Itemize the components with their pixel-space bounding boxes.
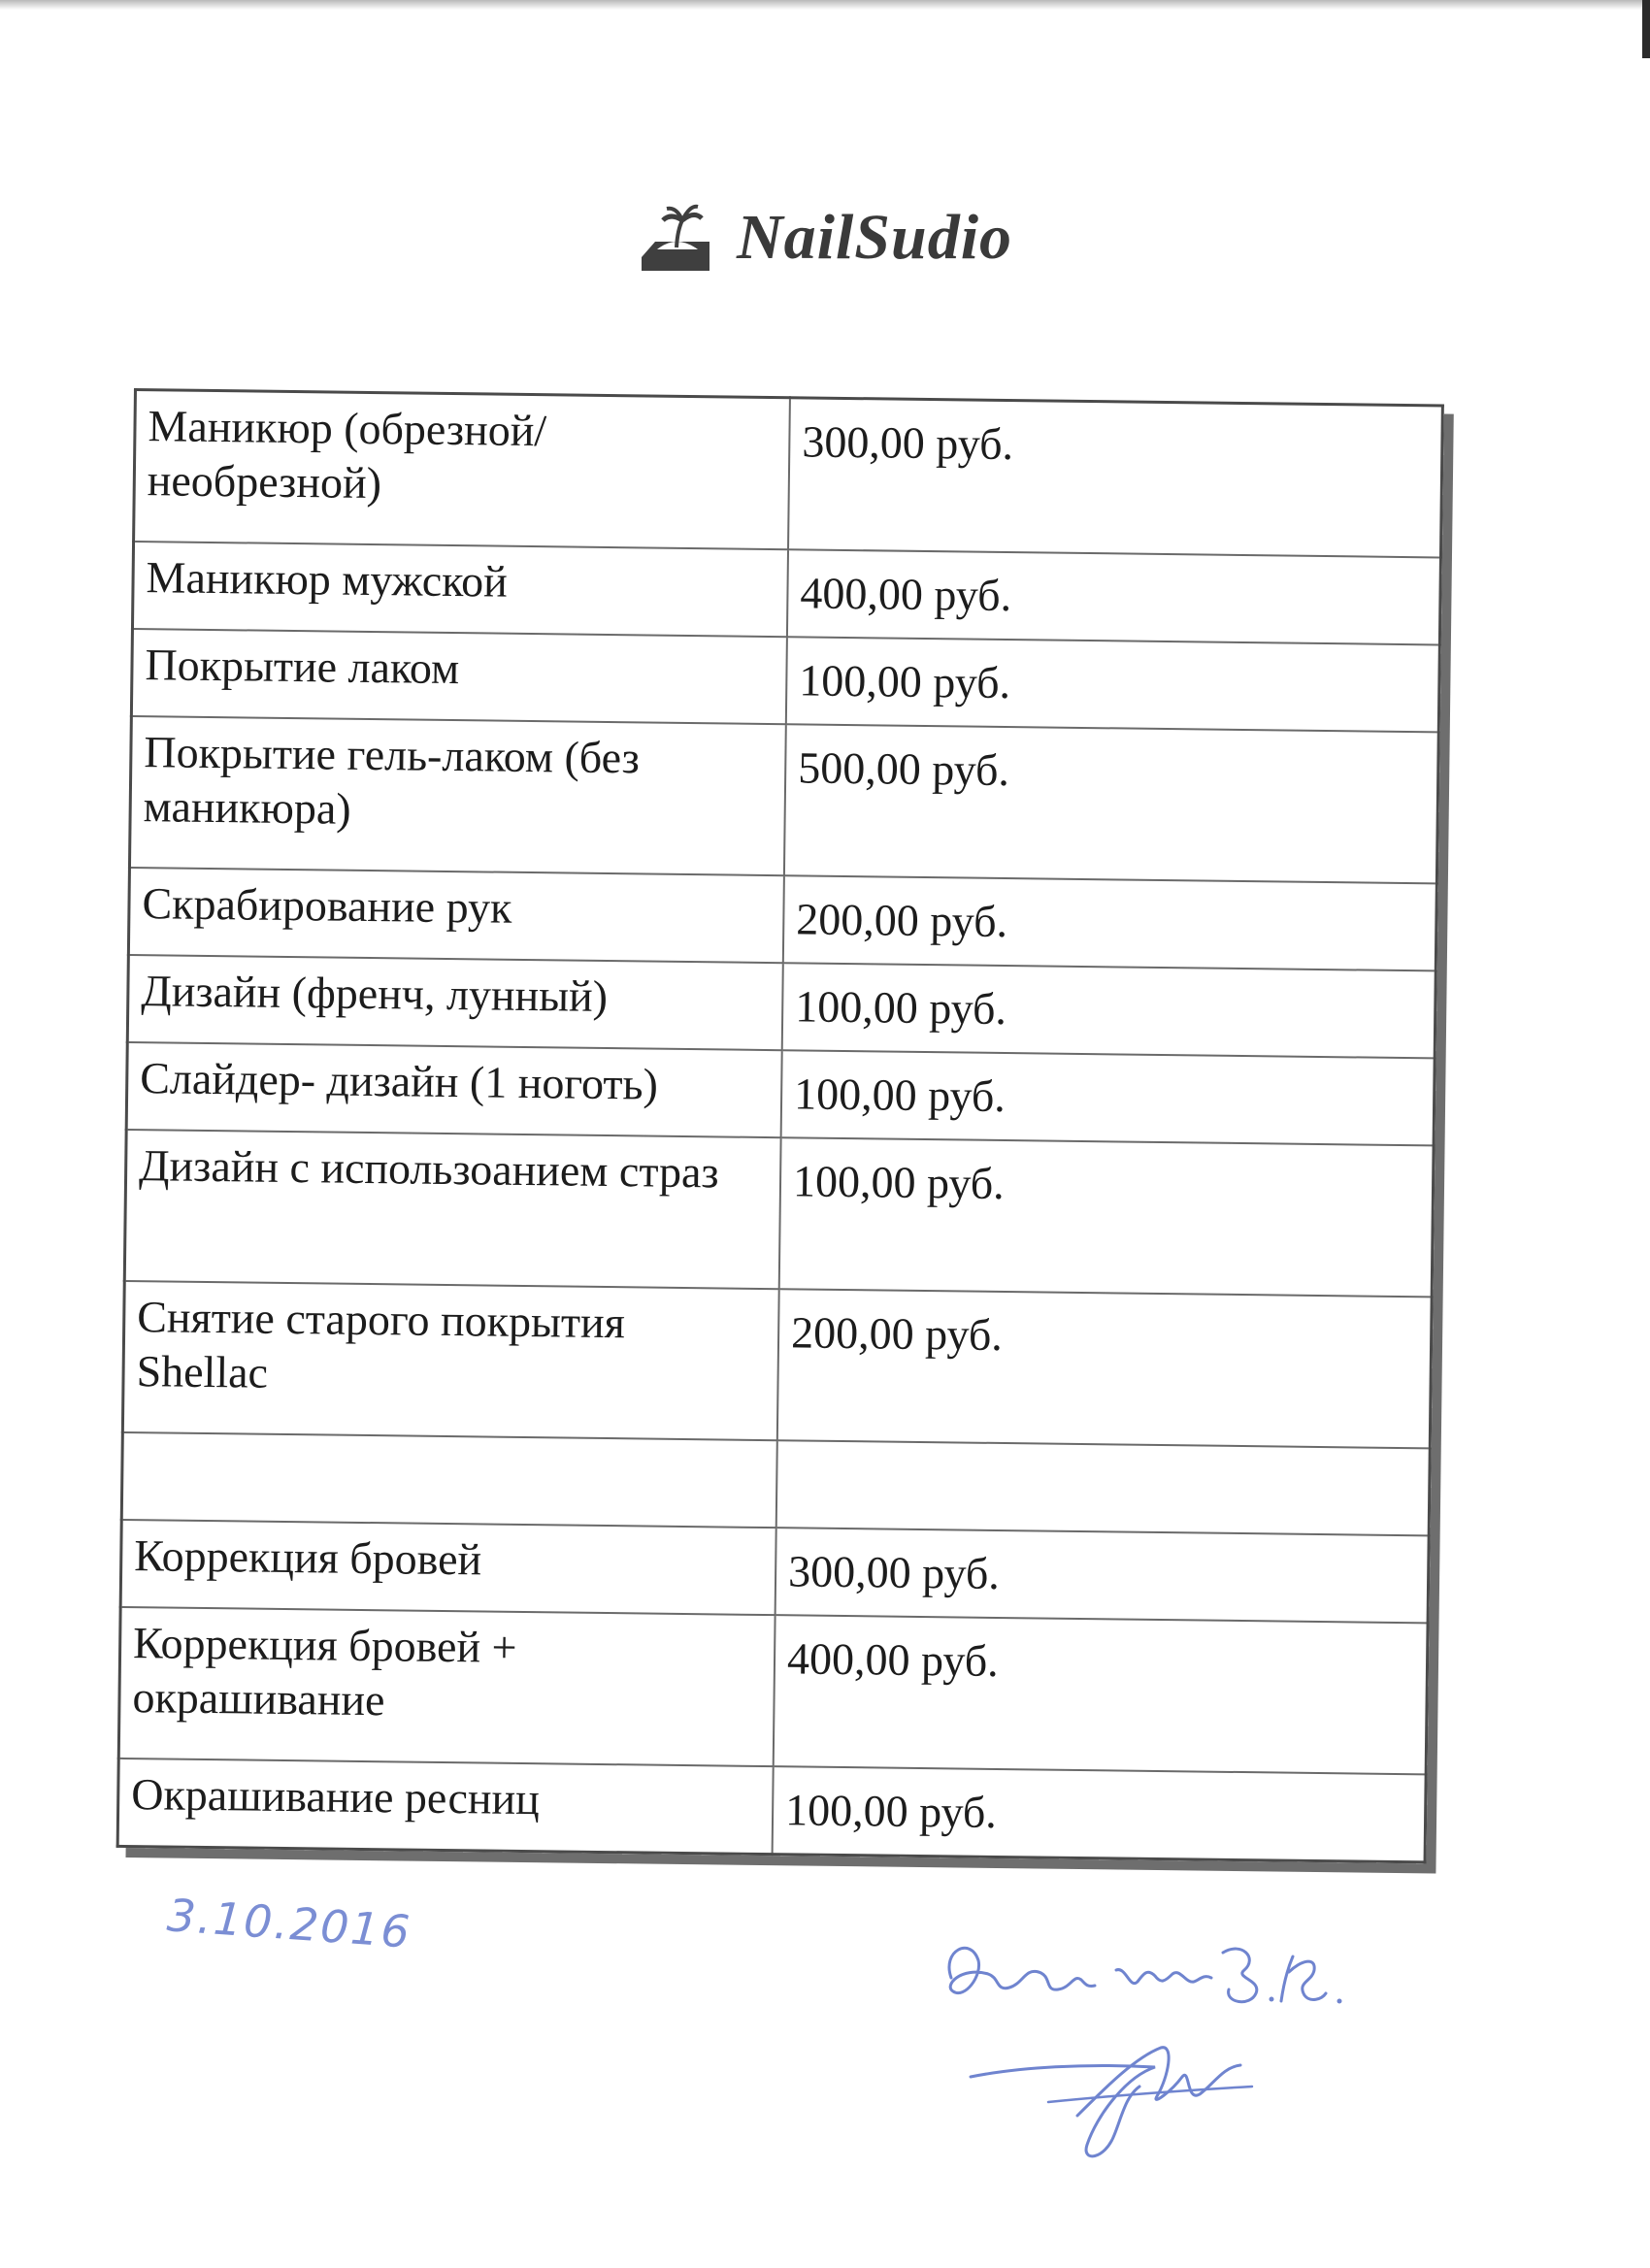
scan-edge-top (0, 0, 1650, 10)
handwritten-date: 3.10.2016 (165, 1889, 413, 1958)
price-table (116, 388, 1444, 1863)
service-cell: Коррекция бровей + окрашивание (118, 1607, 775, 1766)
price-cell (776, 1440, 1431, 1535)
service-cell: Дизайн с использоанием страз (124, 1130, 780, 1289)
service-cell: Дизайн (френч, лунный) (127, 955, 783, 1050)
price-cell: 200,00 руб. (783, 875, 1437, 970)
table-row (131, 629, 1439, 732)
table-row (128, 868, 1436, 970)
service-cell: Покрытие лаком (131, 629, 787, 724)
price-cell: 400,00 руб. (787, 549, 1441, 644)
brand-name: NailSudio (736, 202, 1013, 273)
table-row (126, 1042, 1435, 1145)
service-cell: Коррекция бровей (120, 1520, 776, 1615)
price-cell: 300,00 руб. (776, 1528, 1430, 1623)
table-row (124, 1130, 1434, 1297)
price-cell: 100,00 руб. (781, 1050, 1436, 1145)
price-cell: 300,00 руб. (788, 398, 1442, 558)
price-cell: 500,00 руб. (784, 724, 1438, 883)
service-cell: Снятие старого покрытия Shellac (122, 1281, 778, 1440)
table-row-empty (121, 1432, 1430, 1535)
price-cell: 100,00 руб. (782, 963, 1436, 1058)
handwritten-signature (932, 1931, 1388, 2174)
table-row (132, 542, 1440, 644)
island-palm-logo-icon (638, 199, 715, 277)
service-cell: Слайдер- дизайн (1 ноготь) (126, 1042, 782, 1137)
scan-edge-right (1642, 0, 1650, 58)
service-cell: Маникюр (обрезной/необрезной) (134, 390, 790, 550)
service-cell (121, 1432, 777, 1528)
table-row (120, 1520, 1429, 1623)
price-cell: 100,00 руб. (779, 1137, 1434, 1297)
service-cell: Скрабирование рук (128, 868, 784, 963)
table-row (118, 1607, 1428, 1774)
price-cell: 100,00 руб. (786, 637, 1440, 732)
price-cell: 400,00 руб. (774, 1615, 1428, 1774)
service-cell: Окрашивание ресниц (117, 1759, 774, 1855)
service-cell: Маникюр мужской (132, 542, 788, 637)
price-cell: 100,00 руб. (773, 1766, 1427, 1862)
table-row (129, 716, 1438, 883)
price-cell: 200,00 руб. (777, 1289, 1432, 1448)
table-row (134, 390, 1443, 558)
table-row (117, 1759, 1426, 1862)
table-row (127, 955, 1436, 1058)
document-header (0, 199, 1650, 277)
table-row (122, 1281, 1432, 1448)
service-cell: Покрытие гель-лаком (без маникюра) (129, 716, 785, 875)
price-table-container (116, 388, 1444, 1863)
